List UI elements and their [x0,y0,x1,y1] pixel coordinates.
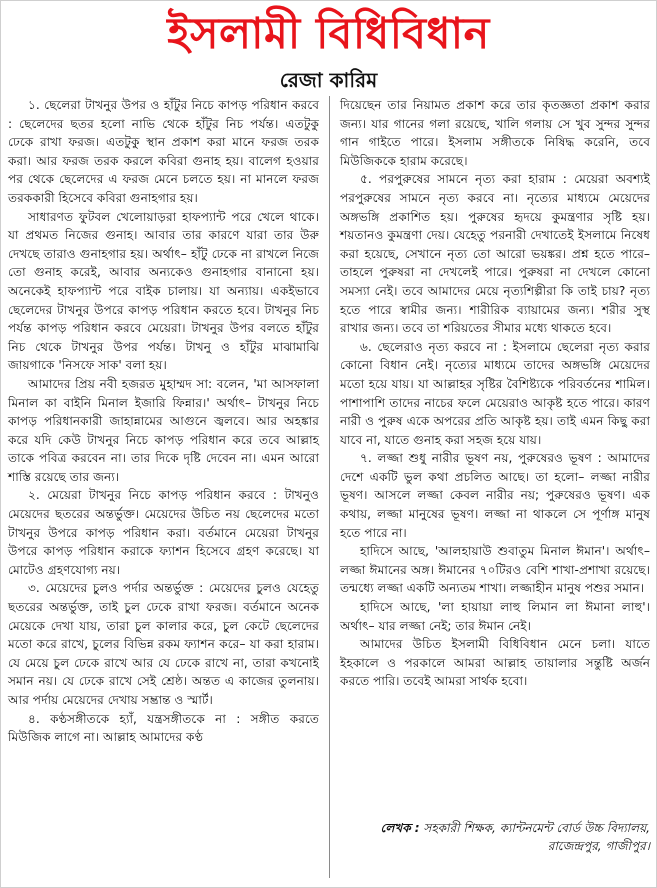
byline-text: সহকারী শিক্ষক, ক্যান্টনমেন্ট বোর্ড উচ্চ বিদ্যালয়, রাজেন্দ্রপুর, গাজীপুর। [423,821,650,853]
column-divider [329,96,330,878]
paragraph-section-2: ২. মেয়েরা টাখনুর নিচে কাপড় পরিধান করবে : টাখনুও মেয়েদের ছতরের অন্তর্ভুক্ত। মেয়েদের উচিত নয় ছেলেদের মতো টাখনুর উপরে কাপড় পরিধান করা। বর্তমানে মেয়েরা টাখনুর উপরে কাপড় পরিধান করাকে ফ্যাশন হিসেবে গ্রহণ করেছে। যা মোটেও গ্রহণযোগ্য নয়। [8,488,319,577]
paragraph-section-3: ৩. মেয়েদের চুলও পর্দার অন্তর্ভুক্ত : মেয়েদের চুলও যেহেতু ছতরের অন্তর্ভুক্ত, তাই চুল ঢেকে রাখা ফরজ। বর্তমানে অনেক মেয়েকে দেখা যায়, তারা চুল কালার করে, চুল কেটে ছেলেদের মতো করে রাখে, চুলের বিভিন্ন রকম ফ্যাশন করে– যা করা হারাম। যে মেয়ে চুল ঢেকে রাখে আর যে ঢেকে রাখে না, তারা কখনোই সমান নয়। যে ঢেকে রাখে সেই শ্রেষ্ঠ। অন্তত এ কাজের তুলনায়। আর পর্দায় মেয়েদের দেখায় সম্ভ্রান্ত ও স্মার্ট। [8,581,319,707]
paragraph-conclusion: আমাদের উচিত ইসলামী বিধিবিধান মেনে চলা। যাতে ইহকালে ও পরকালে আমরা আল্লাহ তায়ালার সন্তুষ্টি অর্জন করতে পারি। তবেই আমরা সার্থক হবো। [340,637,650,689]
paragraph-hadith-iman: হাদিসে আছে, 'লা হায়ায়া লাহু লিমান লা ঈমানা লাহু'। অর্থাৎ– যার লজ্জা নেই; তার ঈমান নেই। [340,600,650,633]
paragraph-section-4-continued: দিয়েছেন তার নিয়ামত প্রকাশ করে তার কৃতজ্ঞতা প্রকাশ করার জন্য। যার গানের গলা রয়েছে, খালি গলায় সে খুব সুন্দর সুন্দর গান গাইতে পারে। ইসলাম সঙ্গীতকে নিষিদ্ধ করেনি, তবে মিউজিককে হারাম করেছে। [340,98,650,168]
paragraph-football: সাধারণত ফুটবল খেলোয়াড়রা হাফপ্যান্ট পরে খেলে থাকে। যা প্রথমত নিজের গুনাহ। আবার তার কারণে যারা তার উরু দেখছে তারাও গুনাহগার হয়। অর্থাৎ– হাঁটু ঢেকে না রাখলে নিজে তো গুনাহ করেই, আবার অন্যকেও গুনাহগার বানানো হয়। অনেকেই হাফপ্যান্ট পরে বাইক চালায়। যা অন্যায়। একইভাবে ছেলেদের টাখনুর উপরে কাপড় পরিধান করতে হবে। টাখনুর নিচ পর্যন্ত কাপড় পরিধান করবে মেয়েরা। টাখনুর উপর বলতে হাঁটুর নিচ থেকে টাখনুর উপর পর্যন্ত। টাখনু ও হাঁটুর মাঝামাঝি জায়গাকে 'নিসফে সাক' বলা হয়। [8,209,319,373]
author-byline [344,819,650,855]
paragraph-section-7: ৭. লজ্জা শুধু নারীর ভূষণ নয়, পুরুষেরও ভূষণ : আমাদের দেশে একটি ভুল কথা প্রচলিত আছে। তা হলো– লজ্জা নারীর ভূষণ। আসলে লজ্জা কেবল নারীর নয়; পুরুষেরও ভূষণ। এক কথায়, লজ্জা মানুষের ভূষণ। লজ্জা না থাকলে সে পূর্ণাঙ্গ মানুষ হতে পারে না। [340,451,650,540]
article-title: ইসলামী বিধিবিধান [167,9,490,59]
left-column [8,96,319,747]
right-column [340,96,650,691]
paragraph-section-4: ৪. কণ্ঠসঙ্গীতকে হ্যাঁ, যন্ত্রসঙ্গীতকে না : সঙ্গীত করতে মিউজিক লাগে না। আল্লাহ আমাদের কণ্ঠ [8,711,319,745]
paragraph-section-1: ১. ছেলেরা টাখনুর উপর ও হাঁটুর নিচে কাপড় পরিধান করবে : ছেলেদের ছতর হলো নাভি থেকে হাঁটুর নিচ পর্যন্ত। এতটুকু ঢেকে রাখা ফরজ। এতটুকু স্থান প্রকাশ করা মানে ফরজ তরক করা। আর ফরজ তরক করলে কবিরা গুনাহ হয়। বালেগ হওয়ার পর থেকে ছেলেদের এ ফরজ মেনে চলতে হয়। না মানলে ফরজ তরককারী হিসেবে কবিরা গুনাহগার হয়। [8,98,319,205]
article-author: রেজা কারিম [279,68,378,92]
paragraph-section-5: ৫. পরপুরুষের সামনে নৃত্য করা হারাম : মেয়েরা অবশ্যই পরপুরুষের সামনে নৃত্য করবে না। নৃত্যের মাধ্যমে মেয়েদের অঙ্গভঙ্গি প্রকাশিত হয়। পুরুষের হৃদয়ে কুমন্ত্রণার সৃষ্টি হয়। শয়তানও কুমন্ত্রণা দেয়। যেহেতু পরনারী দেখাতেই ইসলামে নিষেধ করা হয়েছে, সেখানে নৃত্য তো আরো ভয়ঙ্কর। প্রশ্ন হতে পারে– তাহলে পুরুষরা না দেখলেই পারে। পুরুষরা না দেখলে কোনো সমস্যা নেই। তবে আমাদের মেয়ে নৃত্যশিল্পীরা কি তাই চায়? নৃত্য হতে পারে স্বামীর জন্য। শারীরিক ব্যায়ামের জন্য। শরীর সুস্থ রাখার জন্য। তবে তা শরিয়তের সীমার মধ্যে থাকতে হবে। [340,172,650,336]
byline-label: লেখক : [380,821,420,835]
paragraph-section-6: ৬. ছেলেরাও নৃত্য করবে না : ইসলামে ছেলেরা নৃত্য করার কোনো বিধান নেই। নৃত্যের মাধ্যমে তাদের অঙ্গভঙ্গি মেয়েদের মতো হয়ে যায়। যা আল্লাহর সৃষ্টির বৈশিষ্ট্যকে পরিবর্তনের শামিল। পাশাপাশি তাদের নাচের ফলে মেয়েরাও আকৃষ্ট হতে পারে। কারণ নারী ও পুরুষ একে অপরের প্রতি আকৃষ্ট হয়। তাই এমন কিছু করা যাবে না, যাতে গুনাহ করা সহজ হয়ে যায়। [340,339,650,447]
paragraph-hadith-haya: হাদিসে আছে, 'আলহায়াউ শুবাতুম মিনাল ঈমান'। অর্থাৎ– লজ্জা ঈমানের অঙ্গ। ঈমানের ৭০টিরও বেশি শাখা-প্রশাখা রয়েছে। তন্মধ্যে লজ্জা একটি অন্যতম শাখা। লজ্জাহীন মানুষ পশুর সমান। [340,544,650,596]
paragraph-hadith-ankle: আমাদের প্রিয় নবী হজরত মুহাম্মদ সা: বলেন, 'মা আসফালা মিনাল কা বাইনি মিনাল ইজারি ফিন্নার।' অর্থাৎ– টাখনুর নিচে কাপড় পরিধানকারী জাহান্নামের আগুনে জ্বলবে। আর অহঙ্কার করে যদি কেউ টাখনুর নিচে কাপড় পরিধান করে তবে আল্লাহ তাকে পবিত্র করবেন না। তার দিকে দৃষ্টি দেবেন না। এমন আরো শাস্তি রয়েছে তার জন্য। [8,376,319,484]
